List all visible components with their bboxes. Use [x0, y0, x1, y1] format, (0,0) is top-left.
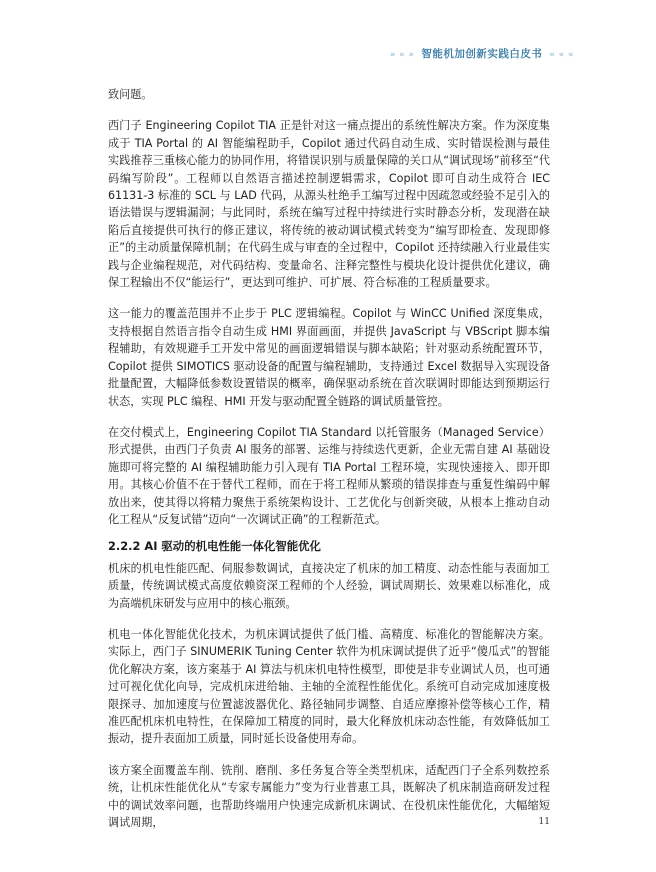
header-title: 智能机加创新实践白皮书 — [421, 48, 543, 60]
page-number: 11 — [538, 817, 550, 827]
body-text — [108, 86, 550, 845]
running-header — [390, 46, 574, 61]
paragraph: 该方案全面覆盖车削、铣削、磨削、多任务复合等全类型机床，适配西门子全系列数控系统，让机床性能优化从“专家专属能力”变为行业普惠工具，既解决了机床制造商研发过程中的调试效率问题，也帮助终端用户快速完成新机床调试、在役机床性能优化，大幅缩短调试周期， — [108, 763, 550, 830]
paragraph: 在交付模式上，Engineering Copilot TIA Standard 以托管服务（Managed Service）形式提供，由西门子负责 AI 服务的部署、运维与持续迭代更新，企业无需自建 AI 基础设施即可将完整的 AI 编程辅助能力引入现有 TIA Portal 工程环境，实现快速接入、即开即用。其核心价值不在于替代工程师，而在于将工程师从繁琐的错误排查与重复性编码中解放出来，使其得以将精力聚焦于系统架构设计、工艺优化与创新突破，从根本上推动自动化工程从“反复试错”迈向“一次调试正确”的工程新范式。 — [108, 425, 550, 526]
paragraph: 这一能力的覆盖范围并不止步于 PLC 逻辑编程。Copilot 与 WinCC Unified 深度集成，支持根据自然语言指令自动生成 HMI 界面画面，并提供 JavaScript 与 VBScript 脚本编程辅助，有效规避手工开发中常见的画面逻辑错误与脚本缺陷；针对驱动系统配置环节，Copilot 提供 SIMOTICS 驱动设备的配置与编程辅助，支持通过 Excel 数据导入实现设备批量配置，大幅降低参数设置错误的概率，确保驱动系统在首次联调时即能达到预期运行状态，实现 PLC 编程、HMI 开发与驱动配置全链路的调试质量管控。 — [108, 307, 550, 408]
section-heading: 2.2.2 AI 驱动的机电性能一体化智能优化 — [108, 539, 321, 554]
paragraph: 西门子 Engineering Copilot TIA 正是针对这一痛点提出的系统性解决方案。作为深度集成于 TIA Portal 的 AI 智能编程助手，Copilot 通过代码自动生成、实时错误检测与最佳实践推荐三重核心能力的协同作用，将错误识别与质量保障的关口从“调试现场”前移至“代码编写阶段”。工程师以自然语言描述控制逻辑需求，Copilot 即可自动生成符合 IEC 61131-3 标准的 SCL 与 LAD 代码，从源头杜绝手工编写过程中因疏忽或经验不足引入的语法错误与逻辑漏洞；与此同时，系统在编写过程中持续进行实时静态分析，发现潜在缺陷后直接提供可执行的修正建议，将传统的被动调试模式转变为“编写即检查、发现即修正”的主动质量保障机制；在代码生成与审查的全过程中，Copilot 还持续融入行业最佳实践与企业编程规范，对代码结构、变量命名、注释完整性与模块化设计提供优化建议，确保工程输出不仅“能运行”，更达到可维护、可扩展、符合标准的工程质量要求。 — [108, 119, 550, 290]
paragraph: 致问题。 — [108, 88, 153, 101]
header-decoration-left: » » » — [389, 50, 415, 60]
header-decoration-right: « « « — [549, 50, 574, 60]
paragraph: 机电一体化智能优化技术，为机床调试提供了低门槛、高精度、标准化的智能解决方案。实际上，西门子 SINUMERIK Tuning Center 软件为机床调试提供了近乎“傻瓜式”的智能优化解决方案，该方案基于 AI 算法与机床机电特性模型，即使是非专业调试人员，也可通过可视化优化向导，完成机床进给轴、主轴的全流程性能优化。系统可自动完成加速度极限探寻、加加速度与位置滤波器优化、路径轴同步调整、自适应摩擦补偿等核心工作，精准匹配机床机电特性，在保障加工精度的同时，最大化释放机床动态性能，有效降低加工振动，提升表面加工质量，同时延长设备使用寿命。 — [108, 627, 550, 746]
paragraph: 机床的机电性能匹配、伺服参数调试，直接决定了机床的加工精度、动态性能与表面加工质量，传统调试模式高度依赖资深工程师的个人经验，调试周期长、效果难以标准化，成为高端机床研发与应用中的核心瓶颈。 — [108, 561, 550, 610]
